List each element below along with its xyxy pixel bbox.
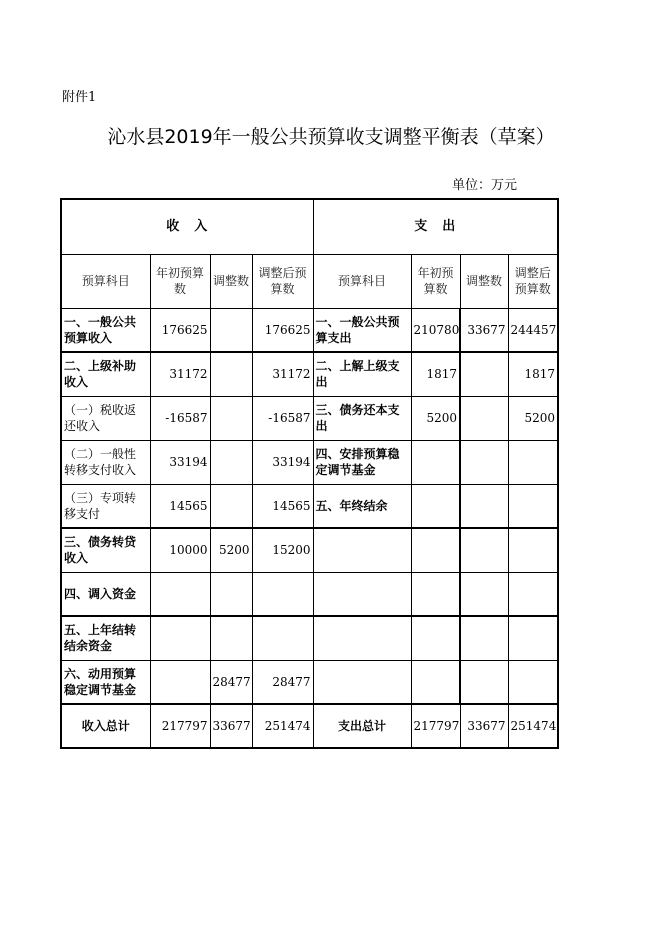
- expense-adjust: [460, 528, 508, 572]
- expense-after: [508, 616, 558, 660]
- income-initial: -16587: [150, 396, 210, 440]
- expense-initial: [411, 484, 460, 528]
- expense-total-initial: 217797: [411, 704, 460, 748]
- income-total-initial: 217797: [150, 704, 210, 748]
- expense-adjust: [460, 352, 508, 396]
- expense-initial: 5200: [411, 396, 460, 440]
- income-adjust: 28477: [210, 660, 252, 704]
- income-after: 33194: [252, 440, 313, 484]
- income-adjust: [210, 352, 252, 396]
- section-header-row: [61, 199, 558, 254]
- expense-initial: [411, 616, 460, 660]
- expense-after: [508, 660, 558, 704]
- col-expense-item: 预算科目: [313, 254, 411, 308]
- income-adjust: [210, 440, 252, 484]
- expense-after: 1817: [508, 352, 558, 396]
- col-income-item: 预算科目: [61, 254, 150, 308]
- expense-item: [313, 528, 411, 572]
- expense-total-adjust: 33677: [460, 704, 508, 748]
- income-after: [252, 616, 313, 660]
- income-adjust: [210, 396, 252, 440]
- expense-initial: 210780: [411, 308, 460, 352]
- income-adjust: [210, 616, 252, 660]
- expense-after: [508, 572, 558, 616]
- budget-table: [60, 198, 559, 749]
- page-title: 沁水县2019年一般公共预算收支调整平衡表（草案）: [107, 126, 555, 148]
- table-row: [61, 660, 558, 704]
- table-row: [61, 572, 558, 616]
- expense-initial: 1817: [411, 352, 460, 396]
- attachment-label: 附件1: [62, 90, 97, 105]
- income-initial: 176625: [150, 308, 210, 352]
- expense-after: [508, 484, 558, 528]
- expense-item: 一、一般公共预算支出: [313, 308, 411, 352]
- income-adjust: 5200: [210, 528, 252, 572]
- table-row: [61, 308, 558, 352]
- expense-header: 支 出: [313, 199, 558, 254]
- income-adjust: [210, 484, 252, 528]
- expense-adjust: [460, 616, 508, 660]
- col-expense-after: 调整后预算数: [508, 254, 558, 308]
- unit-label: 单位：万元: [452, 178, 518, 193]
- income-initial: 31172: [150, 352, 210, 396]
- col-expense-initial: 年初预算数: [411, 254, 460, 308]
- expense-adjust: [460, 440, 508, 484]
- income-after: 14565: [252, 484, 313, 528]
- table-row: [61, 396, 558, 440]
- expense-item: 二、上解上级支出: [313, 352, 411, 396]
- income-total-after: 251474: [252, 704, 313, 748]
- expense-initial: [411, 440, 460, 484]
- table-row: [61, 440, 558, 484]
- col-income-after: 调整后预算数: [252, 254, 313, 308]
- expense-adjust: [460, 484, 508, 528]
- income-item: 五、上年结转结余资金: [61, 616, 150, 660]
- income-adjust: [210, 572, 252, 616]
- expense-adjust: [460, 572, 508, 616]
- expense-after: [508, 440, 558, 484]
- expense-item: 四、安排预算稳定调节基金: [313, 440, 411, 484]
- income-total-label: 收入总计: [61, 704, 150, 748]
- expense-total-after: 251474: [508, 704, 558, 748]
- expense-after: 5200: [508, 396, 558, 440]
- col-expense-adjust: 调整数: [460, 254, 508, 308]
- expense-initial: [411, 572, 460, 616]
- income-item: 六、动用预算稳定调节基金: [61, 660, 150, 704]
- income-total-adjust: 33677: [210, 704, 252, 748]
- expense-item: [313, 660, 411, 704]
- column-header-row: [61, 254, 558, 308]
- expense-adjust: [460, 396, 508, 440]
- expense-item: 三、债务还本支出: [313, 396, 411, 440]
- total-row: [61, 704, 558, 748]
- income-item: 三、债务转贷收入: [61, 528, 150, 572]
- table-row: [61, 528, 558, 572]
- expense-total-label: 支出总计: [313, 704, 411, 748]
- col-income-initial: 年初预算数: [150, 254, 210, 308]
- income-after: [252, 572, 313, 616]
- income-adjust: [210, 308, 252, 352]
- income-initial: 14565: [150, 484, 210, 528]
- table-row: [61, 484, 558, 528]
- expense-item: 五、年终结余: [313, 484, 411, 528]
- expense-item: [313, 572, 411, 616]
- income-item: 四、调入资金: [61, 572, 150, 616]
- income-initial: [150, 660, 210, 704]
- income-after: 28477: [252, 660, 313, 704]
- income-item: 一、一般公共预算收入: [61, 308, 150, 352]
- expense-after: [508, 528, 558, 572]
- income-item: 二、上级补助收入: [61, 352, 150, 396]
- income-initial: 10000: [150, 528, 210, 572]
- table-row: [61, 352, 558, 396]
- income-after: 176625: [252, 308, 313, 352]
- income-initial: [150, 616, 210, 660]
- expense-initial: [411, 660, 460, 704]
- income-item: （三）专项转移支付: [61, 484, 150, 528]
- expense-adjust: [460, 660, 508, 704]
- income-header: 收 入: [61, 199, 313, 254]
- table-body: [61, 308, 558, 704]
- income-item: （一）税收返还收入: [61, 396, 150, 440]
- table-row: [61, 616, 558, 660]
- income-after: 31172: [252, 352, 313, 396]
- income-initial: 33194: [150, 440, 210, 484]
- income-item: （二）一般性转移支付收入: [61, 440, 150, 484]
- expense-initial: [411, 528, 460, 572]
- income-after: -16587: [252, 396, 313, 440]
- expense-after: 244457: [508, 308, 558, 352]
- col-income-adjust: 调整数: [210, 254, 252, 308]
- income-after: 15200: [252, 528, 313, 572]
- expense-item: [313, 616, 411, 660]
- expense-adjust: 33677: [460, 308, 508, 352]
- income-initial: [150, 572, 210, 616]
